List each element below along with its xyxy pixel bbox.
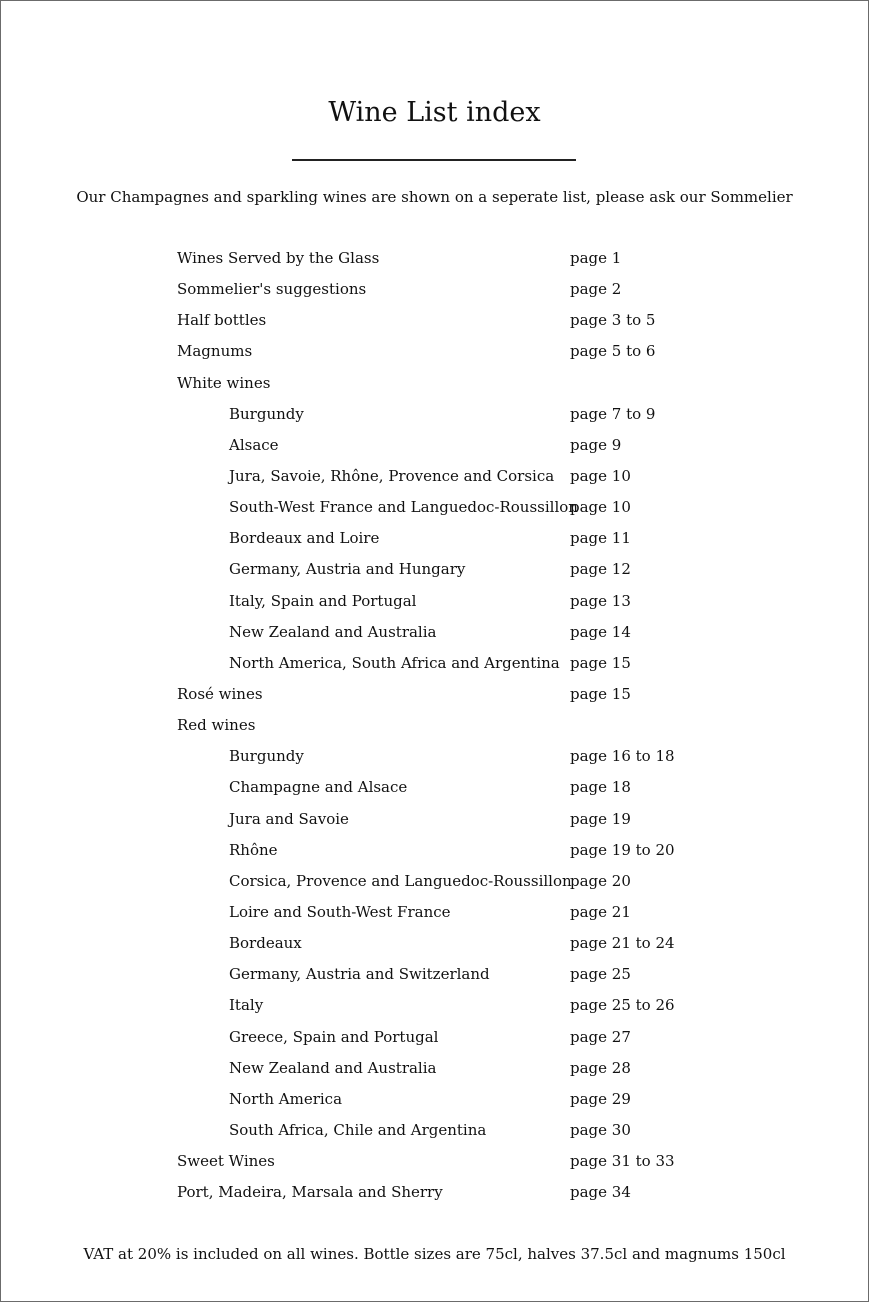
entry-pages: page 31 to 33 — [570, 1152, 675, 1171]
vat-footer: VAT at 20% is included on all wines. Bottle sizes are 75cl, halves 37.5cl and magnums 150cl — [83, 1245, 786, 1263]
entry-label: South-West France and Languedoc-Roussillon — [229, 498, 578, 517]
entry-pages: page 13 — [570, 591, 631, 610]
index-subentry — [177, 399, 777, 430]
index-subentry — [177, 617, 777, 648]
index-subentry — [177, 1115, 777, 1146]
entry-label: Italy, Spain and Portugal — [229, 591, 417, 610]
entry-label: Germany, Austria and Switzerland — [229, 965, 490, 984]
entry-label: Bordeaux and Loire — [229, 529, 380, 548]
entry-pages: page 20 — [570, 871, 631, 890]
index-entry — [177, 274, 777, 305]
entry-pages: page 29 — [570, 1089, 631, 1108]
entry-label: Burgundy — [229, 747, 304, 766]
sparkling-note: Our Champagnes and sparkling wines are shown on a seperate list, please ask our Sommelier — [76, 188, 793, 206]
entry-pages: page 19 to 20 — [570, 840, 675, 859]
entry-pages: page 9 — [570, 435, 622, 454]
entry-label: South Africa, Chile and Argentina — [229, 1120, 487, 1139]
entry-label: Sommelier's suggestions — [177, 280, 367, 299]
index-subentry — [177, 648, 777, 679]
index-subentry — [177, 1022, 777, 1053]
entry-label: Italy — [229, 996, 264, 1015]
index-list — [177, 243, 777, 1208]
entry-label: Alsace — [229, 435, 279, 454]
index-subentry — [177, 928, 777, 959]
entry-pages: page 21 — [570, 902, 631, 921]
index-subentry — [177, 866, 777, 897]
entry-label: Champagne and Alsace — [229, 778, 408, 797]
index-entry — [177, 368, 777, 399]
entry-pages: page 25 to 26 — [570, 996, 675, 1015]
index-entry — [177, 336, 777, 367]
title-divider — [292, 159, 576, 161]
entry-pages: page 16 to 18 — [570, 747, 675, 766]
index-subentry — [177, 586, 777, 617]
entry-label: North America, South Africa and Argentina — [229, 653, 560, 672]
entry-pages: page 34 — [570, 1183, 631, 1202]
index-entry — [177, 1146, 777, 1177]
entry-pages: page 12 — [570, 560, 631, 579]
entry-label: North America — [229, 1089, 343, 1108]
entry-pages: page 15 — [570, 684, 631, 703]
entry-label: Loire and South-West France — [229, 902, 451, 921]
entry-pages: page 27 — [570, 1027, 631, 1046]
index-entry — [177, 710, 777, 741]
entry-pages: page 2 — [570, 280, 622, 299]
entry-pages: page 7 to 9 — [570, 404, 656, 423]
entry-label: New Zealand and Australia — [229, 1058, 437, 1077]
entry-pages: page 3 to 5 — [570, 311, 656, 330]
entry-pages: page 1 — [570, 249, 622, 267]
index-subentry — [177, 990, 777, 1021]
entry-label: Bordeaux — [229, 934, 302, 953]
entry-label: Sweet Wines — [177, 1152, 275, 1171]
index-subentry — [177, 461, 777, 492]
entry-label: Greece, Spain and Portugal — [229, 1027, 439, 1046]
index-entry — [177, 679, 777, 710]
index-subentry — [177, 897, 777, 928]
entry-label: Germany, Austria and Hungary — [229, 560, 466, 579]
entry-label: Jura and Savoie — [229, 809, 349, 828]
index-subentry — [177, 1084, 777, 1115]
index-subentry — [177, 741, 777, 772]
entry-label: Jura, Savoie, Rhône, Provence and Corsica — [229, 466, 555, 485]
entry-label: Rhône — [229, 840, 278, 859]
entry-pages: page 25 — [570, 965, 631, 984]
entry-label: Wines Served by the Glass — [177, 249, 380, 267]
entry-label: Port, Madeira, Marsala and Sherry — [177, 1183, 443, 1202]
index-entry — [177, 243, 777, 274]
index-entry — [177, 1177, 777, 1208]
entry-pages: page 10 — [570, 498, 631, 517]
entry-label: New Zealand and Australia — [229, 622, 437, 641]
entry-label: Magnums — [177, 342, 253, 361]
entry-label: Burgundy — [229, 404, 304, 423]
entry-pages: page 10 — [570, 466, 631, 485]
entry-pages: page 21 to 24 — [570, 934, 675, 953]
entry-pages: page 28 — [570, 1058, 631, 1077]
entry-label: Corsica, Provence and Languedoc-Roussillon — [229, 871, 572, 890]
entry-label: Red wines — [177, 716, 256, 735]
index-entry — [177, 305, 777, 336]
entry-pages: page 30 — [570, 1120, 631, 1139]
index-subentry — [177, 772, 777, 803]
index-subentry — [177, 554, 777, 585]
entry-label: Half bottles — [177, 311, 267, 330]
index-subentry — [177, 492, 777, 523]
entry-label: White wines — [177, 373, 271, 392]
entry-pages: page 15 — [570, 653, 631, 672]
index-subentry — [177, 835, 777, 866]
page-title: Wine List index — [328, 97, 541, 128]
entry-pages: page 14 — [570, 622, 631, 641]
entry-pages: page 5 to 6 — [570, 342, 656, 361]
entry-pages: page 19 — [570, 809, 631, 828]
index-subentry — [177, 959, 777, 990]
index-subentry — [177, 523, 777, 554]
entry-pages: page 11 — [570, 529, 631, 548]
index-subentry — [177, 1053, 777, 1084]
index-subentry — [177, 804, 777, 835]
entry-label: Rosé wines — [177, 684, 263, 703]
index-subentry — [177, 430, 777, 461]
entry-pages: page 18 — [570, 778, 631, 797]
